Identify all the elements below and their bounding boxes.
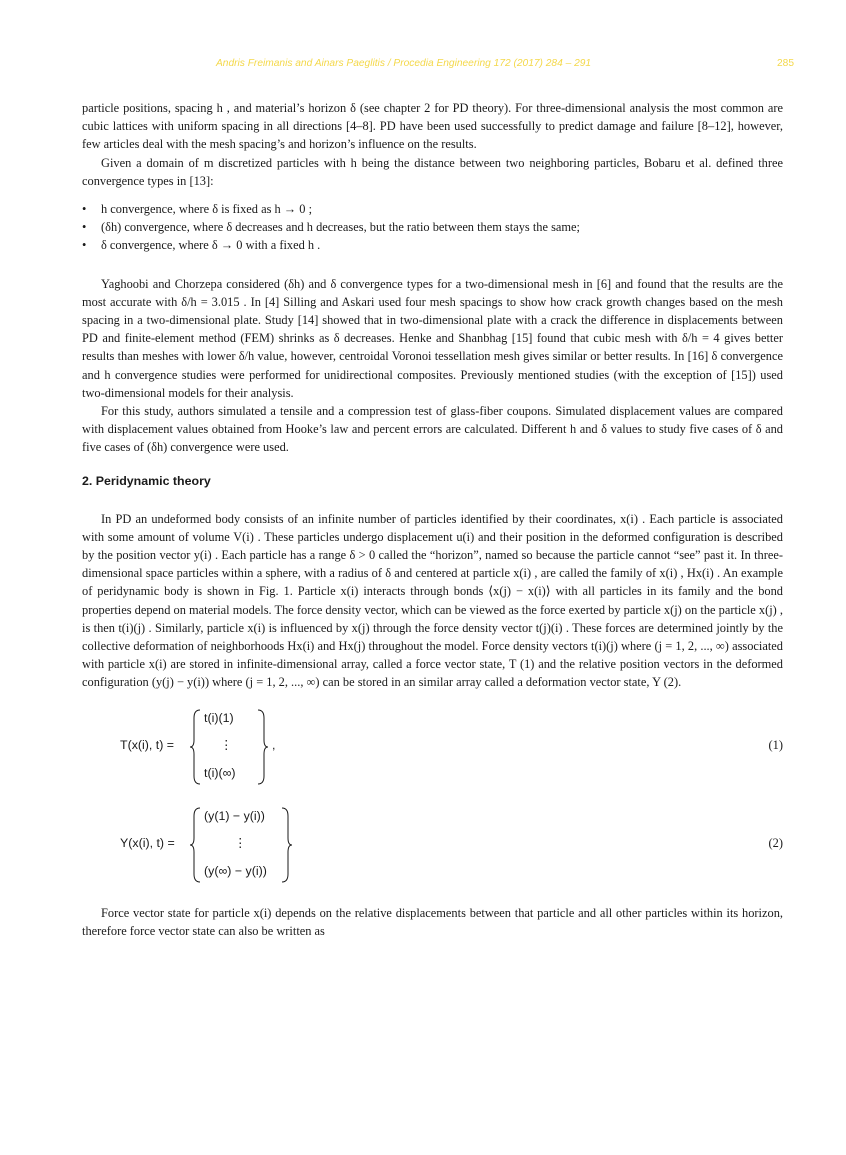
equation-1-bot: t(i)(∞) — [204, 765, 236, 780]
equation-2-lhs: Y(x(i), t) = — [120, 835, 175, 850]
list-item: • δ convergence, where δ → 0 with a fixed h . — [82, 236, 783, 254]
running-title: Andris Freimanis and Ainars Paeglitis / Procedia Engineering 172 (2017) 284 – 291 — [216, 58, 592, 69]
equation-2-number: (2) — [768, 835, 783, 850]
paragraph-4: For this study, authors simulated a tensile and a compression test of glass-fiber coupons. Simulated displacement values are compared with displacement values obtained from Hooke’s law and percent errors are calculated. Different h and δ values to study five cases of δ and five cases of (δh) convergence were used. — [82, 404, 783, 455]
paragraph-1: particle positions, spacing h , and material’s horizon δ (see chapter 2 for PD theory). For three-dimensional analysis the most common are cubic lattices with uniform spacing in all directions [4–8]. PD have been used successfully to predict damage and failure [8–12], however, few articles deal with the mesh spacing’s and horizon’s influence on the results. — [82, 101, 783, 152]
equation-1 — [82, 706, 783, 788]
equation-2 — [82, 804, 783, 886]
paragraph-6: Force vector state for particle x(i) depends on the relative displacements between that particle and all other particles within its horizon, therefore force vector state can also be written as — [82, 905, 783, 938]
paragraph-3: Yaghoobi and Chorzepa considered (δh) and δ convergence types for a two-dimensional mesh in [6] and found that the results are the most accurate with δ/h = 3.015 . In [4] Silling and Askari used four mesh spacings to show how crack growth changes based on the mesh spacing in a two-dimensional plate. Study [14] showed that in two-dimensional plate with a crack the difference in displacements between PD and finite-element method (FEM) shrinks as δ decreases. Henke and Shanbhag [15] found that cubic mesh with δ/h = 4 gives better results than meshes with lower δ/h value, however, centroidal Voronoi tessellation mesh gives similar or better results. In [16] δ convergence and h convergence studies were performed for unidirectional composites. Previously mentioned studies (with the exception of [15]) used two-dimensional models for their analysis. — [82, 276, 783, 400]
list-item: • (δh) convergence, where δ decreases and h decreases, but the ratio between them stays the same; — [82, 218, 783, 236]
equation-1-array — [190, 706, 258, 788]
equation-2-top: (y(1) − y(i)) — [204, 808, 265, 823]
paragraph-5: In PD an undeformed body consists of an infinite number of particles identified by their coordinates, x(i) . Each particle is associated with some amount of volume V(i) . These particles undergo displacement u(i) and their position in the deformed configuration is described by the position vector y(i) . Each particle has a range δ > 0 called the “horizon”, named so because the particle cannot “see” past it. In three-dimensional space particles within a sphere, with a radius of δ and centered at particle x(i) , are called the family of x(i) , Hx(i) . An example of peridynamic body is shown in Fig. 1. Particle x(i) interacts through bonds ⟨x(j) − x(i)⟩ with all particles in its family and the bond properties depend on material models. The force density vector, which can be viewed as the force exerted by particle x(j) on the particle x(j) , is then t(i)(j) . Similarly, particle x(i) is influenced by x(j) through the force density vector t(j)(i) . These forces are determined jointly by the collective deformation of neighborhoods Hx(i) and Hx(j) throughout the model. Force density vectors t(i)(j) where (j = 1, 2, ..., ∞) associated with particle x(i) are stored in infinite-dimensional array, called a force vector state, T (1) and the relative position vectors in the deformed configuration (y(j) − y(i)) where (j = 1, 2, ..., ∞) can be stored in an similar array called a deformation vector state, Y (2). — [82, 511, 783, 690]
equation-2-bot: (y(∞) − y(i)) — [204, 863, 267, 878]
list-item: • h convergence, where δ is fixed as h → 0 ; — [82, 200, 783, 218]
section-title: 2. Peridynamic theory — [82, 473, 211, 488]
page-number: 285 — [777, 58, 794, 69]
equation-1-top: t(i)(1) — [204, 710, 234, 725]
equation-1-tail: , — [272, 737, 276, 752]
paragraph-2: Given a domain of m discretized particles with h being the distance between two neighboring particles, Bobaru et al. defined three convergence types in [13]: — [82, 155, 783, 188]
convergence-list — [82, 200, 783, 255]
equation-1-number: (1) — [768, 737, 783, 752]
equation-1-mid: ⋮ — [220, 737, 233, 752]
equation-2-mid: ⋮ — [234, 835, 247, 850]
running-header — [0, 58, 846, 74]
equation-1-lhs: T(x(i), t) = — [120, 737, 175, 752]
article-body — [82, 99, 783, 940]
equation-2-array — [190, 804, 290, 886]
